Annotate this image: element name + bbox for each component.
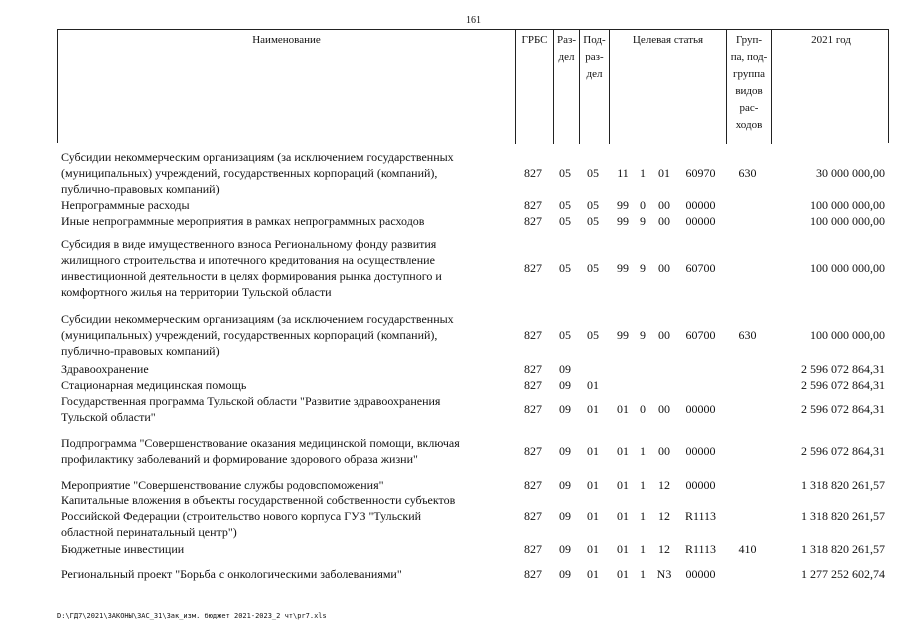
- table-row: [57, 311, 889, 359]
- cell-amount: 2 596 072 864,31: [801, 362, 885, 376]
- row-name-line: (муниципальных) учреждений, государственных корпораций (компаний),: [61, 166, 438, 180]
- cell-t2: [634, 361, 652, 377]
- file-path: D:\ГД7\2021\ЗАКОНЫ\ЗАС_31\Зак_изм. бюджет 2021-2023_2 чт\pr7.xls: [57, 612, 327, 620]
- cell-vr: [725, 213, 770, 229]
- row-name-line: профилактику заболеваний и формирование здорового образа жизни": [61, 452, 418, 466]
- row-name: [61, 492, 501, 540]
- header-grbs: ГРБС: [515, 30, 553, 144]
- cell-t2: 1: [640, 166, 646, 180]
- cell-t1: 01: [617, 567, 629, 581]
- cell-podrazdel: 05: [587, 214, 599, 228]
- table-row: [57, 393, 889, 425]
- cell-razdel: 09: [559, 567, 571, 581]
- cell-amount: 100 000 000,00: [810, 214, 885, 228]
- cell-t3: [652, 377, 676, 393]
- cell-t4: [676, 377, 725, 393]
- table-row: [57, 213, 889, 229]
- cell-razdel: 09: [559, 478, 571, 492]
- cell-t2: 1: [640, 567, 646, 581]
- cell-t3: 01: [658, 166, 670, 180]
- row-name-line: публично-правовых компаний): [61, 344, 220, 358]
- cell-t2: 9: [640, 328, 646, 342]
- header-razdel: Раз- дел: [553, 30, 579, 144]
- cell-t1: [612, 361, 634, 377]
- table-row: [57, 566, 889, 582]
- cell-razdel: 09: [559, 509, 571, 523]
- cell-vr: [725, 435, 770, 467]
- cell-t4: R1113: [684, 542, 717, 556]
- cell-t2: 0: [640, 402, 646, 416]
- cell-t1: 01: [617, 509, 629, 523]
- cell-t3: 12: [658, 478, 670, 492]
- row-name: [61, 197, 501, 213]
- cell-podrazdel: 01: [587, 567, 599, 581]
- cell-t1: 11: [617, 166, 629, 180]
- cell-podrazdel: 05: [587, 198, 599, 212]
- cell-t1: 01: [617, 478, 629, 492]
- cell-amount: 1 277 252 602,74: [801, 567, 885, 581]
- cell-t1: 01: [617, 402, 629, 416]
- cell-grbs: 827: [524, 166, 542, 180]
- cell-grbs: 827: [524, 444, 542, 458]
- cell-grbs: 827: [524, 567, 542, 581]
- cell-grbs: 827: [524, 542, 542, 556]
- row-name-line: (муниципальных) учреждений, государственных корпораций (компаний),: [61, 328, 438, 342]
- cell-podrazdel: [578, 361, 608, 377]
- cell-t2: 1: [640, 542, 646, 556]
- table-row: [57, 492, 889, 540]
- cell-amount: 100 000 000,00: [810, 198, 885, 212]
- cell-podrazdel: 05: [587, 328, 599, 342]
- row-name: [61, 149, 501, 197]
- cell-grbs: 827: [524, 402, 542, 416]
- row-name-line: Стационарная медицинская помощь: [61, 378, 247, 392]
- row-name-line: публично-правовых компаний): [61, 182, 220, 196]
- cell-t4: 00000: [685, 198, 716, 212]
- cell-vr: 630: [738, 328, 757, 342]
- cell-podrazdel: 05: [587, 261, 599, 275]
- row-name: [61, 541, 501, 557]
- cell-razdel: 05: [559, 214, 571, 228]
- cell-t1: 01: [617, 542, 629, 556]
- cell-t4: 00000: [685, 567, 716, 581]
- row-name-line: Субсидии некоммерческим организациям (за исключением государственных: [61, 150, 454, 164]
- cell-t3: 12: [658, 509, 670, 523]
- cell-t3: 00: [658, 444, 670, 458]
- row-name: [61, 393, 501, 425]
- cell-vr: [725, 566, 770, 582]
- cell-razdel: 05: [559, 198, 571, 212]
- row-name-line: Бюджетные инвестиции: [61, 542, 185, 556]
- row-name-line: Государственная программа Тульской области "Развитие здравоохранения: [61, 394, 441, 408]
- cell-t2: 1: [640, 478, 646, 492]
- cell-t3: 12: [658, 542, 670, 556]
- header-year: 2021 год: [771, 30, 890, 144]
- cell-razdel: 09: [559, 362, 571, 376]
- cell-amount: 1 318 820 261,57: [801, 542, 885, 556]
- cell-grbs: 827: [524, 378, 542, 392]
- cell-vr: [725, 492, 770, 540]
- cell-t2: 9: [640, 261, 646, 275]
- cell-t4: 00000: [685, 214, 716, 228]
- row-name: [61, 377, 501, 393]
- table-row: [57, 377, 889, 393]
- cell-amount: 1 318 820 261,57: [801, 478, 885, 492]
- table-row: [57, 541, 889, 557]
- cell-grbs: 827: [524, 214, 542, 228]
- row-name-line: Здравоохранение: [61, 362, 149, 376]
- header-name: Наименование: [252, 34, 321, 46]
- cell-vr: [725, 477, 770, 493]
- cell-amount: 100 000 000,00: [810, 261, 885, 275]
- table-row: [57, 477, 889, 493]
- cell-t3: [652, 361, 676, 377]
- cell-vr: [725, 361, 770, 377]
- row-name-line: Капитальные вложения в объекты государственной собственности субъектов: [61, 493, 456, 507]
- table-row: [57, 149, 889, 197]
- cell-amount: 1 318 820 261,57: [801, 509, 885, 523]
- cell-podrazdel: 01: [587, 478, 599, 492]
- cell-grbs: 827: [524, 362, 542, 376]
- cell-vr: [725, 236, 770, 300]
- row-name-line: Тульской области": [61, 410, 156, 424]
- row-name-line: Непрограммные расходы: [61, 198, 190, 212]
- cell-razdel: 09: [559, 402, 571, 416]
- cell-razdel: 05: [559, 261, 571, 275]
- cell-t3: 00: [658, 198, 670, 212]
- cell-t2: 9: [640, 214, 646, 228]
- cell-t4: 00000: [685, 444, 716, 458]
- cell-grbs: 827: [524, 478, 542, 492]
- cell-podrazdel: 05: [587, 166, 599, 180]
- cell-amount: 2 596 072 864,31: [801, 378, 885, 392]
- row-name: [61, 236, 501, 300]
- cell-grbs: 827: [524, 509, 542, 523]
- cell-vr: [725, 393, 770, 425]
- table-row: [57, 361, 889, 377]
- cell-vr: 410: [738, 542, 757, 556]
- cell-amount: 30 000 000,00: [816, 166, 885, 180]
- header-target: Целевая статья: [609, 30, 726, 144]
- table-row: [57, 435, 889, 467]
- cell-t4: 00000: [685, 478, 716, 492]
- cell-amount: 2 596 072 864,31: [801, 444, 885, 458]
- cell-podrazdel: 01: [587, 444, 599, 458]
- row-name-line: областной перинатальный центр"): [61, 525, 237, 539]
- cell-amount: 100 000 000,00: [810, 328, 885, 342]
- row-name-line: Российской Федерации (строительство нового корпуса ГУЗ "Тульский: [61, 509, 422, 523]
- cell-t4: 00000: [685, 402, 716, 416]
- cell-podrazdel: 01: [587, 378, 599, 392]
- cell-t2: 0: [640, 198, 646, 212]
- cell-podrazdel: 01: [587, 509, 599, 523]
- cell-razdel: 09: [559, 378, 571, 392]
- row-name: [61, 213, 501, 229]
- row-name-line: Субсидия в виде имущественного взноса Региональному фонду развития: [61, 237, 437, 251]
- cell-grbs: 827: [524, 328, 542, 342]
- cell-t1: [612, 377, 634, 393]
- cell-grbs: 827: [524, 198, 542, 212]
- cell-t4: 60970: [685, 166, 716, 180]
- row-name-line: инвестиционной деятельности в целях формирования рынка доступного и: [61, 269, 442, 283]
- cell-razdel: 05: [559, 166, 571, 180]
- cell-t3: 00: [658, 214, 670, 228]
- row-name: [61, 435, 501, 467]
- cell-vr: 630: [738, 166, 757, 180]
- row-name: [61, 361, 501, 377]
- row-name-line: жилищного строительства и ипотечного кредитования на осуществление: [61, 253, 435, 267]
- row-name-line: Региональный проект "Борьба с онкологическими заболеваниями": [61, 567, 402, 581]
- row-name-line: Иные непрограммные мероприятия в рамках непрограммных расходов: [61, 214, 425, 228]
- table-header: [57, 29, 889, 143]
- cell-razdel: 09: [559, 542, 571, 556]
- page-number: 161: [466, 15, 481, 26]
- cell-t1: 99: [617, 261, 629, 275]
- cell-grbs: 827: [524, 261, 542, 275]
- row-name-line: комфортного жилья на территории Тульской области: [61, 285, 332, 299]
- cell-razdel: 09: [559, 444, 571, 458]
- cell-podrazdel: 01: [587, 402, 599, 416]
- cell-t1: 01: [617, 444, 629, 458]
- cell-podrazdel: 01: [587, 542, 599, 556]
- cell-razdel: 05: [559, 328, 571, 342]
- cell-t4: 60700: [685, 328, 716, 342]
- cell-t4: [676, 361, 725, 377]
- cell-t3: 00: [658, 328, 670, 342]
- cell-t1: 99: [617, 328, 629, 342]
- row-name: [61, 311, 501, 359]
- cell-vr: [725, 197, 770, 213]
- cell-vr: [725, 377, 770, 393]
- row-name: [61, 477, 501, 493]
- cell-t4: 60700: [685, 261, 716, 275]
- header-group: Груп- па, под- группа видов рас- ходов: [726, 30, 771, 144]
- table-row: [57, 236, 889, 300]
- table-row: [57, 197, 889, 213]
- cell-t1: 99: [617, 214, 629, 228]
- cell-t1: 99: [617, 198, 629, 212]
- cell-t3: 00: [658, 402, 670, 416]
- row-name-line: Подпрограмма "Совершенствование оказания медицинской помощи, включая: [61, 436, 460, 450]
- row-name-line: Мероприятие "Совершенствование службы родовспоможения": [61, 478, 384, 492]
- cell-t3: N3: [656, 567, 672, 581]
- cell-amount: 2 596 072 864,31: [801, 402, 885, 416]
- header-podrazdel: Под- раз- дел: [579, 30, 609, 144]
- cell-t4: R1113: [684, 509, 717, 523]
- row-name: [61, 566, 501, 582]
- cell-t3: 00: [658, 261, 670, 275]
- row-name-line: Субсидии некоммерческим организациям (за исключением государственных: [61, 312, 454, 326]
- cell-t2: [634, 377, 652, 393]
- cell-t2: 1: [640, 509, 646, 523]
- cell-t2: 1: [640, 444, 646, 458]
